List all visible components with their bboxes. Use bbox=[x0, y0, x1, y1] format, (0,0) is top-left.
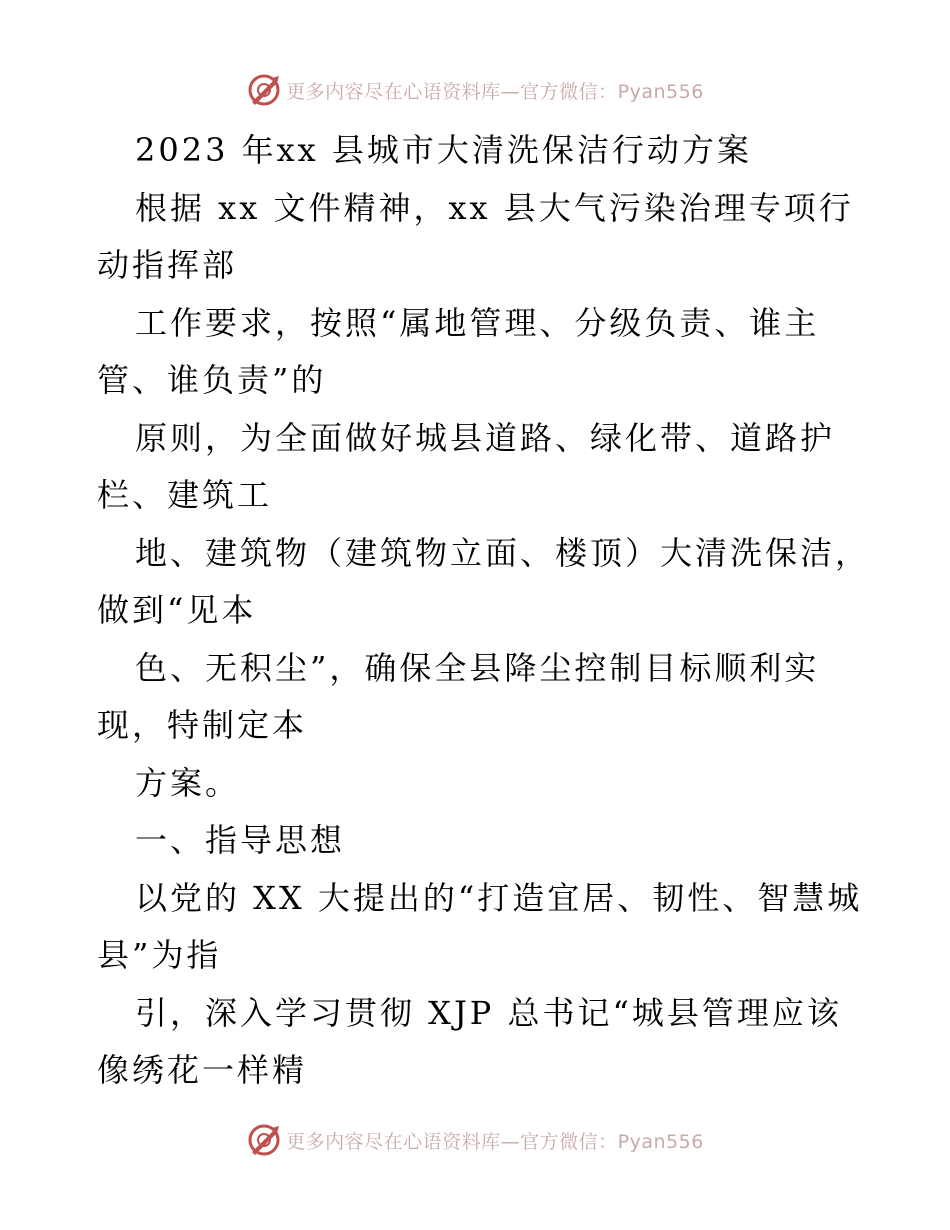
text-line: 像绣花一样精 bbox=[97, 1051, 308, 1089]
banner-text: 更多内容尽在心语资料库—官方微信：Pyan556 bbox=[286, 1130, 704, 1153]
document-body bbox=[97, 122, 871, 1100]
text-line: 引，深入学习贯彻 XJP 总书记“城县管理应该 bbox=[135, 993, 842, 1032]
text-line: 县”为指 bbox=[97, 936, 222, 974]
header-banner bbox=[0, 70, 950, 110]
text-line: 方案。 bbox=[135, 763, 241, 802]
text-line: 以党的 XX 大提出的“打造宜居、韧性、智慧城 bbox=[135, 878, 863, 917]
text-line: 动指挥部 bbox=[97, 246, 238, 284]
text-line: 原则，为全面做好城县道路、绿化带、道路护 bbox=[135, 418, 836, 457]
text-line: 栏、建筑工 bbox=[97, 476, 273, 514]
text-line: 一、指导思想 bbox=[135, 821, 346, 859]
logo-icon bbox=[246, 72, 282, 108]
text-line: 现，特制定本 bbox=[97, 706, 308, 744]
text-line: 工作要求，按照“属地管理、分级负责、谁主 bbox=[135, 303, 820, 342]
text-line: 根据 xx 文件精神，xx 县大气污染治理专项行 bbox=[135, 188, 854, 227]
text-line: 2023 年xx 县城市大清洗保洁行动方案 bbox=[135, 131, 752, 169]
footer-banner bbox=[0, 1120, 950, 1160]
text-line: 色、无积尘”，确保全县降尘控制目标顺利实 bbox=[135, 648, 820, 687]
text-line: 管、谁负责”的 bbox=[97, 361, 327, 399]
text-line: 地、建筑物（建筑物立面、楼顶）大清洗保洁， bbox=[135, 533, 871, 572]
banner-text: 更多内容尽在心语资料库—官方微信：Pyan556 bbox=[286, 80, 704, 103]
text-line: 做到“见本 bbox=[97, 591, 257, 629]
logo-icon bbox=[246, 1122, 282, 1158]
